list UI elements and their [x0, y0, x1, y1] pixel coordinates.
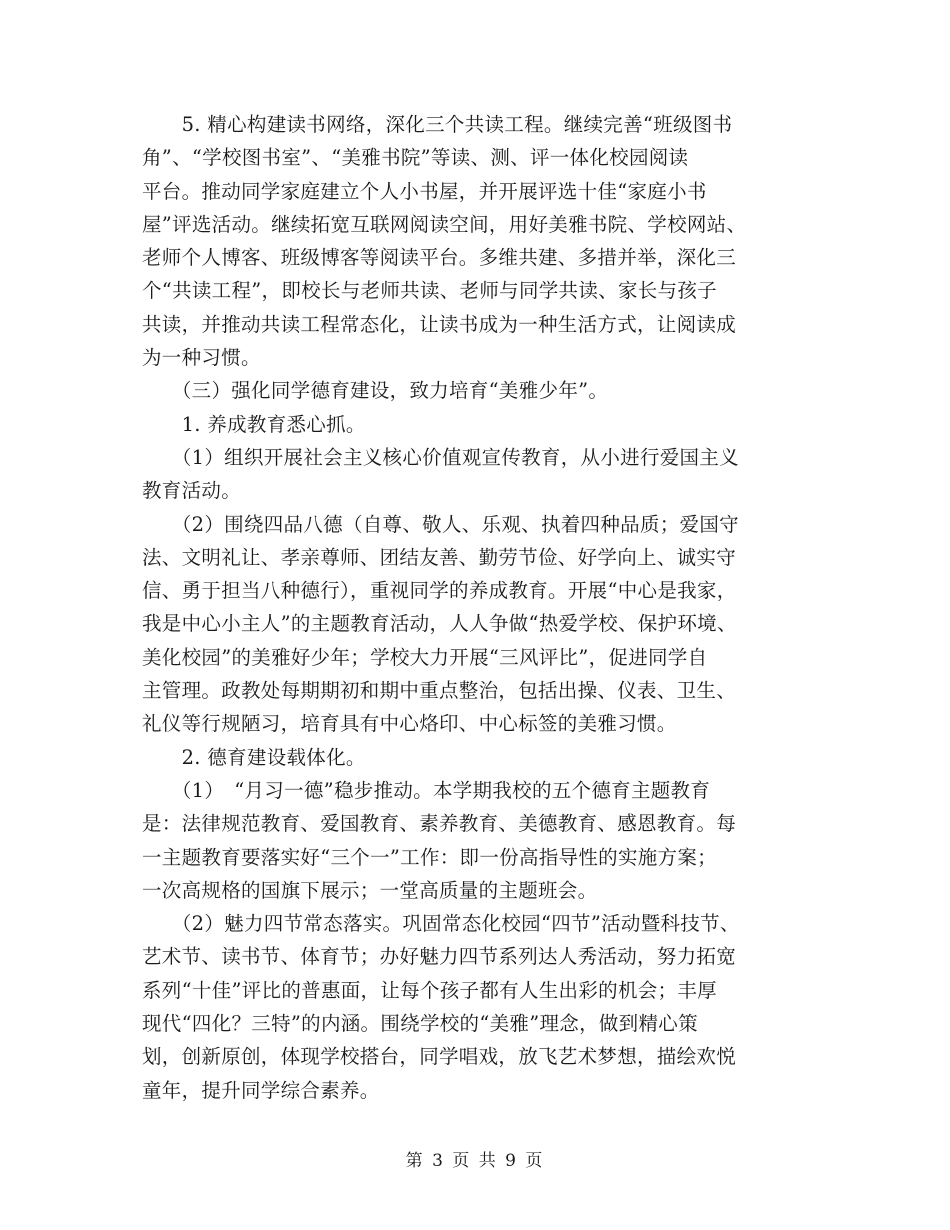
text-line: （1）组织开展社会主义核心价值观宣传教育，从小进行爱国主义 — [142, 445, 739, 469]
text-line: 童年，提升同学综合素养。 — [142, 1078, 380, 1102]
text-line: 共读，并推动共读工程常态化，让读书成为一种生活方式，让阅读成 — [142, 312, 737, 336]
text-line: 角”、“学校图书室”、“美雅书院”等读、测、评一体化校园阅读 — [142, 146, 689, 170]
text-line: （2）围绕四品八德（自尊、敬人、乐观、执着四种品质；爱国守 — [142, 512, 739, 536]
text-line: （1） “月习一德”稳步推动。本学期我校的五个德育主题教育 — [142, 778, 711, 802]
text-line: 一主题教育要落实好“三个一”工作：即一份高指导性的实施方案； — [142, 845, 717, 869]
subsection-heading: 2. 德育建设载体化。 — [142, 745, 366, 769]
text-line: 教育活动。 — [142, 479, 242, 503]
text-line: 屋”评选活动。继续拓宽互联网阅读空间，用好美雅书院、学校网站、 — [142, 212, 747, 236]
text-line: 为一种习惯。 — [142, 346, 261, 370]
text-line: 艺术节、读书节、体育节；办好魅力四节系列达人秀活动，努力拓宽 — [142, 945, 737, 969]
text-line: 我是中心小主人”的主题教育活动，人人争做“热爱学校、保护环境、 — [142, 612, 737, 636]
page-number-footer: 第 3 页 共 9 页 — [405, 1151, 545, 1171]
text-line: 一次高规格的国旗下展示；一堂高质量的主题班会。 — [142, 878, 598, 902]
section-heading: （三）强化同学德育建设，致力培育“美雅少年”。 — [142, 379, 609, 403]
text-line: （2）魅力四节常态落实。巩固常态化校园“四节”活动暨科技节、 — [142, 912, 740, 936]
text-line: 现代“四化？三特”的内涵。围绕学校的“美雅”理念，做到精心策 — [142, 1012, 698, 1036]
subsection-heading: 1. 养成教育悉心抓。 — [142, 412, 366, 436]
text-line: 5. 精心构建读书网络，深化三个共读工程。继续完善“班级图书 — [142, 113, 733, 136]
text-line: 系列“十佳”评比的普惠面，让每个孩子都有人生出彩的机会；丰厚 — [142, 978, 717, 1002]
text-line: 法、文明礼让、孝亲尊师、团结友善、勤劳节俭、好学向上、诚实守 — [142, 545, 737, 569]
text-line: 信、勇于担当八种德行），重视同学的养成教育。开展“中心是我家， — [142, 579, 737, 603]
text-line: 礼仪等行规陋习，培育具有中心烙印、中心标签的美雅习惯。 — [142, 712, 677, 736]
text-line: 是：法律规范教育、爱国教育、素养教育、美德教育、感恩教育。每 — [142, 812, 737, 836]
text-line: 美化校园”的美雅好少年；学校大力开展“三风评比”，促进同学自 — [142, 645, 708, 669]
text-line: 平台。推动同学家庭建立个人小书屋，并开展评选十佳“家庭小书 — [142, 179, 707, 203]
text-line: 个“共读工程”，即校长与老师共读、老师与同学共读、家长与孩子 — [142, 279, 717, 303]
text-line: 划，创新原创，体现学校搭台，同学唱戏，放飞艺术梦想，描绘欢悦 — [142, 1045, 737, 1069]
text-line: 老师个人博客、班级博客等阅读平台。多维共建、多措并举，深化三 — [142, 246, 737, 270]
text-line: 主管理。政教处每期期初和期中重点整治，包括出操、仪表、卫生、 — [142, 679, 737, 703]
body-text — [142, 108, 832, 1107]
